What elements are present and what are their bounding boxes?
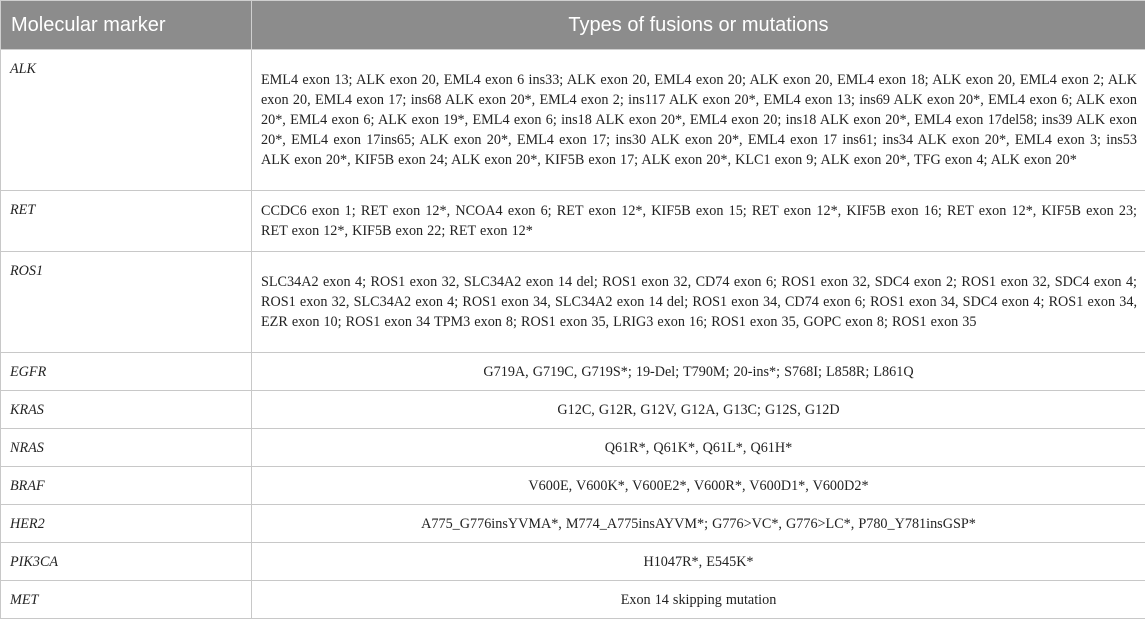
marker-cell: MET (1, 581, 252, 619)
types-cell: EML4 exon 13; ALK exon 20, EML4 exon 6 ins33; ALK exon 20, EML4 exon 20; ALK exon 20, EML4 exon 18; ALK exon 20, EML4 exon 2; ALK exon 20, EML4 exon 17; ins68 ALK exon 20*, EML4 exon 2; ins117 ALK exon 20*, EML4 exon 13; ins69 ALK exon 20*, EML4 exon 6; ALK exon 20*, EML4 exon 6; ALK exon 19*, EML4 exon 6; ins18 ALK exon 20*, EML4 exon 20; ins18 ALK exon 20*, EML4 exon 17del58; ins39 ALK exon 20*, EML4 exon 17ins65; ALK exon 20*, EML4 exon 17; ins30 ALK exon 20*, EML4 exon 17 ins61; ins34 ALK exon 20*, EML4 exon 3; ins53 ALK exon 20*, KIF5B exon 24; ALK exon 20*, KIF5B exon 17; ALK exon 20*, KLC1 exon 9; ALK exon 20*, TFG exon 4; ALK exon 20* (252, 50, 1145, 191)
table-row-pik3ca (1, 543, 1145, 581)
types-cell: G12C, G12R, G12V, G12A, G13C; G12S, G12D (252, 391, 1145, 429)
table-row-braf (1, 467, 1145, 505)
table-header-row (1, 1, 1145, 50)
column-header-types: Types of fusions or mutations (252, 1, 1145, 50)
marker-cell: EGFR (1, 353, 252, 391)
marker-cell: HER2 (1, 505, 252, 543)
table-row-her2 (1, 505, 1145, 543)
table-row-alk (1, 50, 1145, 191)
types-cell: Exon 14 skipping mutation (252, 581, 1145, 619)
marker-cell: ALK (1, 50, 252, 191)
marker-cell: NRAS (1, 429, 252, 467)
marker-cell: PIK3CA (1, 543, 252, 581)
types-cell: H1047R*, E545K* (252, 543, 1145, 581)
table-row-kras (1, 391, 1145, 429)
types-cell: G719A, G719C, G719S*; 19-Del; T790M; 20-ins*; S768I; L858R; L861Q (252, 353, 1145, 391)
table-row-nras (1, 429, 1145, 467)
table-row-met (1, 581, 1145, 619)
marker-cell: RET (1, 191, 252, 252)
column-header-molecular-marker: Molecular marker (1, 1, 252, 50)
table-row-ret (1, 191, 1145, 252)
types-cell: Q61R*, Q61K*, Q61L*, Q61H* (252, 429, 1145, 467)
types-cell: CCDC6 exon 1; RET exon 12*, NCOA4 exon 6; RET exon 12*, KIF5B exon 15; RET exon 12*, KIF5B exon 16; RET exon 12*, KIF5B exon 23; RET exon 12*, KIF5B exon 22; RET exon 12* (252, 191, 1145, 252)
marker-cell: BRAF (1, 467, 252, 505)
types-cell: SLC34A2 exon 4; ROS1 exon 32, SLC34A2 exon 14 del; ROS1 exon 32, CD74 exon 6; ROS1 exon 32, SDC4 exon 2; ROS1 exon 32, SDC4 exon 4; ROS1 exon 32, SLC34A2 exon 4; ROS1 exon 34, SLC34A2 exon 14 del; ROS1 exon 34, CD74 exon 6; ROS1 exon 34, SDC4 exon 4; ROS1 exon 34, EZR exon 10; ROS1 exon 34 TPM3 exon 8; ROS1 exon 35, LRIG3 exon 16; ROS1 exon 35, GOPC exon 8; ROS1 exon 35 (252, 252, 1145, 353)
types-cell: A775_G776insYVMA*, M774_A775insAYVM*; G776>VC*, G776>LC*, P780_Y781insGSP* (252, 505, 1145, 543)
marker-cell: KRAS (1, 391, 252, 429)
table-row-egfr (1, 353, 1145, 391)
table-row-ros1 (1, 252, 1145, 353)
types-cell: V600E, V600K*, V600E2*, V600R*, V600D1*, V600D2* (252, 467, 1145, 505)
marker-cell: ROS1 (1, 252, 252, 353)
